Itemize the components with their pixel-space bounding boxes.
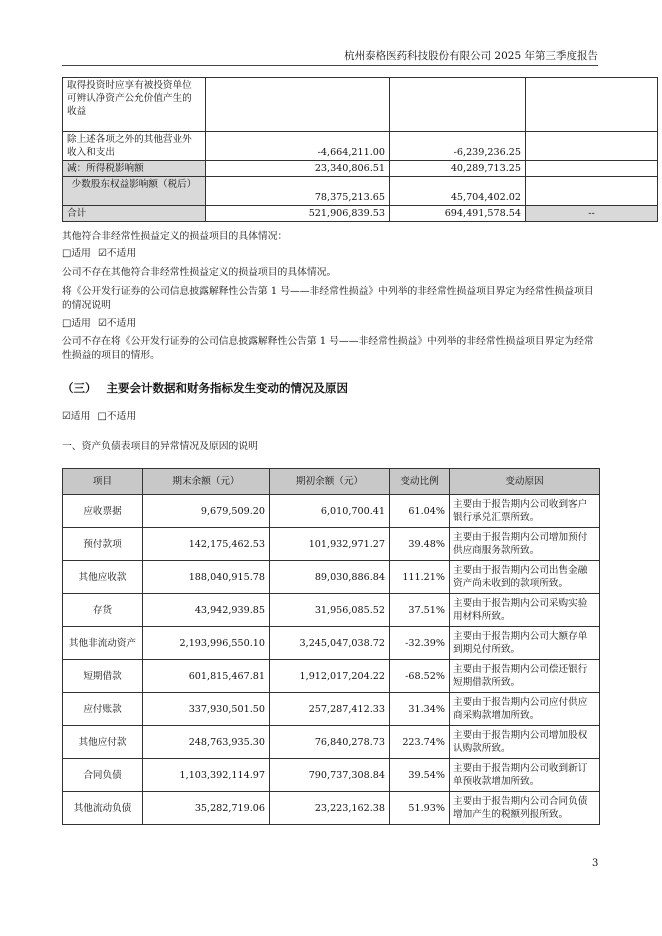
cell-begin-balance: 23,223,162.38: [270, 792, 390, 825]
other-items-checkboxes: [62, 247, 598, 261]
column-header-end-balance: 期末余额（元）: [143, 469, 270, 495]
other-items-intro: 其他符合非经常性损益定义的损益项目的具体情况：: [62, 231, 288, 242]
table-header-row: [63, 469, 600, 495]
cell-end-balance: 142,175,462.53: [143, 528, 270, 561]
cell-change-ratio: -32.39%: [390, 627, 450, 660]
table-row: [63, 693, 600, 726]
cell-begin-balance: 76,840,278.73: [270, 726, 390, 759]
not-applicable-checkbox[interactable]: ☑不适用: [97, 248, 137, 259]
column-header-change-ratio: 变动比例: [390, 469, 450, 495]
cell-end-balance: 601,815,467.81: [143, 660, 270, 693]
cell-reason: 主要由于报告期内公司收到客户银行承兑汇票所致。: [450, 495, 600, 528]
cell-reason: 主要由于报告期内公司采购实验用材料所致。: [450, 594, 600, 627]
table-cell-current: 78,375,213.65: [206, 177, 390, 206]
cell-item: 其他流动负债: [63, 792, 143, 825]
cell-change-ratio: 61.04%: [390, 495, 450, 528]
section-checkboxes: [62, 410, 598, 424]
column-header-begin-balance: 期初余额（元）: [270, 469, 390, 495]
section-title: 主要会计数据和财务指标发生变动的情况及原因: [106, 381, 348, 395]
table-cell-label: 除上述各项之外的其他营业外收入和支出: [63, 132, 206, 161]
cell-item: 其他应收款: [63, 561, 143, 594]
other-items-statement: 公司不存在其他符合非经常性损益定义的损益项目的具体情况。: [62, 267, 337, 278]
table-cell-current: -4,664,211.00: [206, 132, 390, 161]
table-row: [63, 759, 600, 792]
report-header: 杭州泰格医药科技股份有限公司 2025 年第三季度报告: [344, 50, 598, 62]
table-row: [63, 660, 600, 693]
table-row: [63, 594, 600, 627]
table-cell-current: 23,340,806.51: [206, 161, 390, 177]
table-row: [63, 561, 600, 594]
table-row: [63, 726, 600, 759]
cell-item: 存货: [63, 594, 143, 627]
table-row: [63, 627, 600, 660]
cell-end-balance: 9,679,509.20: [143, 495, 270, 528]
table-cell-note: [526, 161, 658, 177]
section-heading: [62, 380, 348, 396]
cell-change-ratio: -68.52%: [390, 660, 450, 693]
section-subtitle: 一、资产负债表项目的异常情况及原因的说明: [62, 441, 258, 452]
non-recurring-items-table: [62, 77, 658, 222]
listing-statement: 公司不存在将《公开发行证券的公司信息披露解释性公告第 1 号——非经常性损益》中列举的非经常性损益项目界定为经常性损益的项目的情形。: [62, 336, 594, 361]
cell-begin-balance: 3,245,047,038.72: [270, 627, 390, 660]
cell-item: 合同负债: [63, 759, 143, 792]
cell-reason: 主要由于报告期内公司收到新订单预收款增加所致。: [450, 759, 600, 792]
page-number: 3: [592, 858, 599, 869]
cell-change-ratio: 51.93%: [390, 792, 450, 825]
table-row: [63, 177, 658, 206]
table-cell-note: [526, 132, 658, 161]
cell-change-ratio: 39.54%: [390, 759, 450, 792]
table-cell-ytd: 694,491,578.54: [390, 206, 526, 222]
not-applicable-checkbox[interactable]: ☑不适用: [97, 318, 137, 329]
cell-item: 预付款项: [63, 528, 143, 561]
cell-begin-balance: 1,912,017,204.22: [270, 660, 390, 693]
table-row: [63, 495, 600, 528]
table-cell-label: 减：所得税影响额: [63, 161, 206, 177]
table-cell-ytd: [390, 78, 526, 132]
cell-change-ratio: 31.34%: [390, 693, 450, 726]
cell-reason: 主要由于报告期内公司合同负债增加产生的税额列报所致。: [450, 792, 600, 825]
applicable-checkbox[interactable]: ☑适用: [62, 411, 91, 422]
cell-end-balance: 188,040,915.78: [143, 561, 270, 594]
balance-sheet-changes-table: [62, 468, 600, 825]
table-cell-ytd: -6,239,236.25: [390, 132, 526, 161]
cell-item: 短期借款: [63, 660, 143, 693]
listing-intro: 将《公开发行证券的公司信息披露解释性公告第 1 号——非经常性损益》中列举的非经常性损益项目界定为经常性损益项目的情况说明: [62, 286, 594, 311]
table-row: [63, 792, 600, 825]
cell-end-balance: 35,282,719.06: [143, 792, 270, 825]
cell-reason: 主要由于报告期内公司增加预付供应商服务款所致。: [450, 528, 600, 561]
cell-change-ratio: 39.48%: [390, 528, 450, 561]
cell-begin-balance: 6,010,700.41: [270, 495, 390, 528]
cell-begin-balance: 31,956,085.52: [270, 594, 390, 627]
not-applicable-checkbox[interactable]: □不适用: [97, 411, 137, 422]
cell-end-balance: 1,103,392,114.97: [143, 759, 270, 792]
column-header-item: 项目: [63, 469, 143, 495]
table-cell-note: [526, 78, 658, 132]
header-divider: [62, 65, 598, 66]
table-row: [63, 78, 658, 132]
cell-end-balance: 337,930,501.50: [143, 693, 270, 726]
cell-end-balance: 43,942,939.85: [143, 594, 270, 627]
cell-item: 其他应付款: [63, 726, 143, 759]
table-cell-label: 取得投资时应享有被投资单位可辨认净资产公允价值产生的收益: [63, 78, 206, 132]
table-cell-current: [206, 78, 390, 132]
table-row: [63, 528, 600, 561]
table-cell-note: --: [526, 206, 658, 222]
applicable-checkbox[interactable]: □适用: [62, 318, 91, 329]
table-cell-ytd: 40,289,713.25: [390, 161, 526, 177]
cell-change-ratio: 111.21%: [390, 561, 450, 594]
cell-reason: 主要由于报告期内公司应付供应商采购款增加所致。: [450, 693, 600, 726]
cell-begin-balance: 89,030,886.84: [270, 561, 390, 594]
table-row: [63, 206, 658, 222]
cell-begin-balance: 257,287,412.33: [270, 693, 390, 726]
cell-reason: 主要由于报告期内公司偿还银行短期借款所致。: [450, 660, 600, 693]
cell-reason: 主要由于报告期内公司大额存单到期兑付所致。: [450, 627, 600, 660]
cell-change-ratio: 223.74%: [390, 726, 450, 759]
table-cell-note: [526, 177, 658, 206]
section-number: （三）: [62, 381, 97, 395]
cell-item: 其他非流动资产: [63, 627, 143, 660]
table-row: [63, 132, 658, 161]
cell-change-ratio: 37.51%: [390, 594, 450, 627]
table-cell-label: 少数股东权益影响额（税后）: [63, 177, 206, 206]
table-cell-current: 521,906,839.53: [206, 206, 390, 222]
cell-end-balance: 248,763,935.30: [143, 726, 270, 759]
applicable-checkbox[interactable]: □适用: [62, 248, 91, 259]
table-cell-label: 合计: [63, 206, 206, 222]
cell-end-balance: 2,193,996,550.10: [143, 627, 270, 660]
cell-begin-balance: 101,932,971.27: [270, 528, 390, 561]
cell-reason: 主要由于报告期内公司增加股权认购款所致。: [450, 726, 600, 759]
cell-reason: 主要由于报告期内公司出售金融资产尚未收到的款项所致。: [450, 561, 600, 594]
cell-item: 应收票据: [63, 495, 143, 528]
listing-checkboxes: [62, 317, 598, 331]
column-header-reason: 变动原因: [450, 469, 600, 495]
cell-begin-balance: 790,737,308.84: [270, 759, 390, 792]
cell-item: 应付账款: [63, 693, 143, 726]
table-cell-ytd: 45,704,402.02: [390, 177, 526, 206]
table-row: [63, 161, 658, 177]
